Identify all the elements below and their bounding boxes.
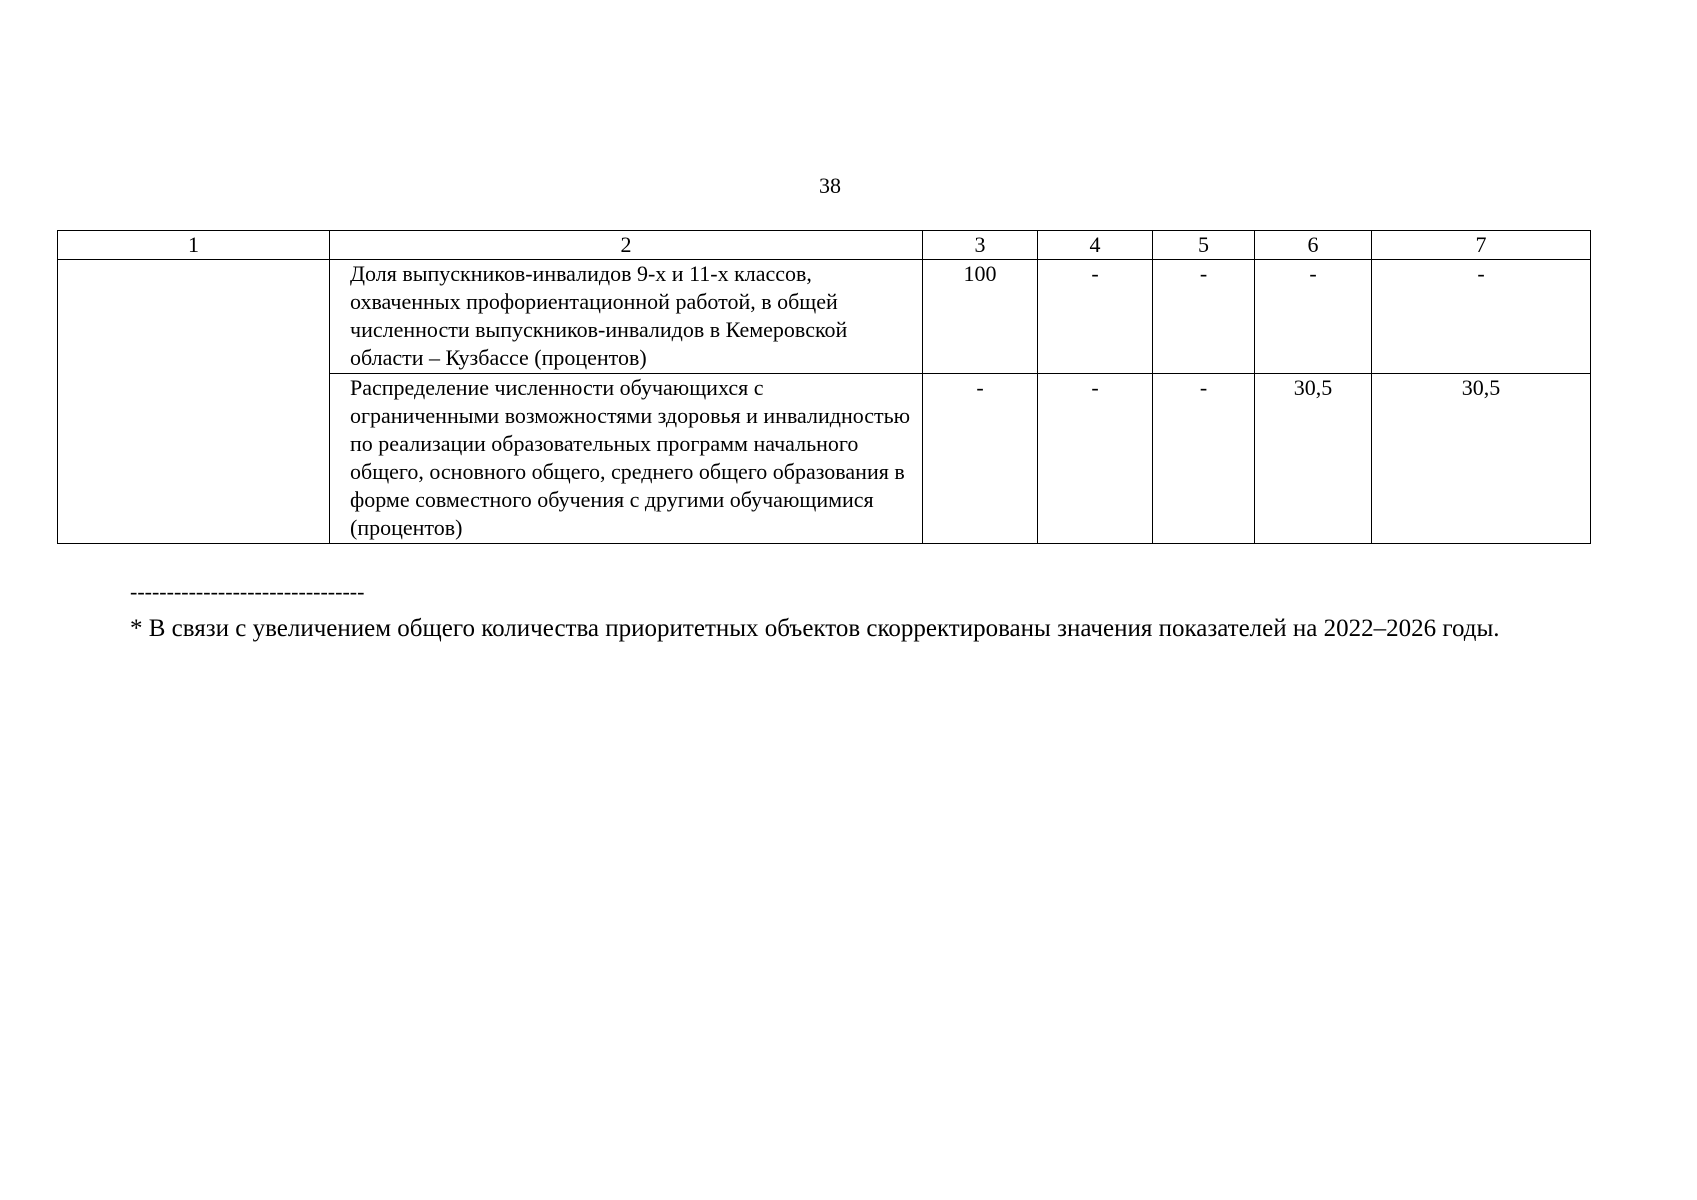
indicator-value: - bbox=[1153, 374, 1255, 544]
header-col-3: 3 bbox=[923, 231, 1038, 260]
indicator-value: - bbox=[1255, 260, 1372, 374]
indicators-table bbox=[57, 230, 1591, 544]
header-col-5: 5 bbox=[1153, 231, 1255, 260]
page-number: 38 bbox=[819, 173, 841, 198]
indicator-value: - bbox=[923, 374, 1038, 544]
indicator-description: Доля выпускников-инвалидов 9-х и 11-х классов, охваченных профориентационной работой, в общей численности выпускников-инвалидов в Кемеровской области – Кузбассе (процентов) bbox=[330, 260, 923, 374]
header-col-1: 1 bbox=[58, 231, 330, 260]
row-group-cell bbox=[58, 260, 330, 544]
header-col-7: 7 bbox=[1372, 231, 1591, 260]
header-row bbox=[58, 231, 1591, 260]
indicator-value: - bbox=[1038, 374, 1153, 544]
indicator-value: - bbox=[1372, 260, 1591, 374]
header-col-6: 6 bbox=[1255, 231, 1372, 260]
indicator-value: 100 bbox=[923, 260, 1038, 374]
table-row bbox=[58, 260, 1591, 374]
indicator-value: - bbox=[1153, 260, 1255, 374]
footnote-text: * В связи с увеличением общего количества приоритетных объектов скорректированы значения показателей на 2022–2026 годы. bbox=[130, 615, 1500, 642]
header-col-4: 4 bbox=[1038, 231, 1153, 260]
header-col-2: 2 bbox=[330, 231, 923, 260]
indicator-description: Распределение численности обучающихся с ограниченными возможностями здоровья и инвалидностью по реализации образовательных программ начального общего, основного общего, среднего общего образования в форме совместного обучения с другими обучающимися (процентов) bbox=[330, 374, 923, 544]
indicator-value: 30,5 bbox=[1372, 374, 1591, 544]
indicator-value: 30,5 bbox=[1255, 374, 1372, 544]
indicator-value: - bbox=[1038, 260, 1153, 374]
footnote-separator: -------------------------------- bbox=[130, 579, 365, 604]
